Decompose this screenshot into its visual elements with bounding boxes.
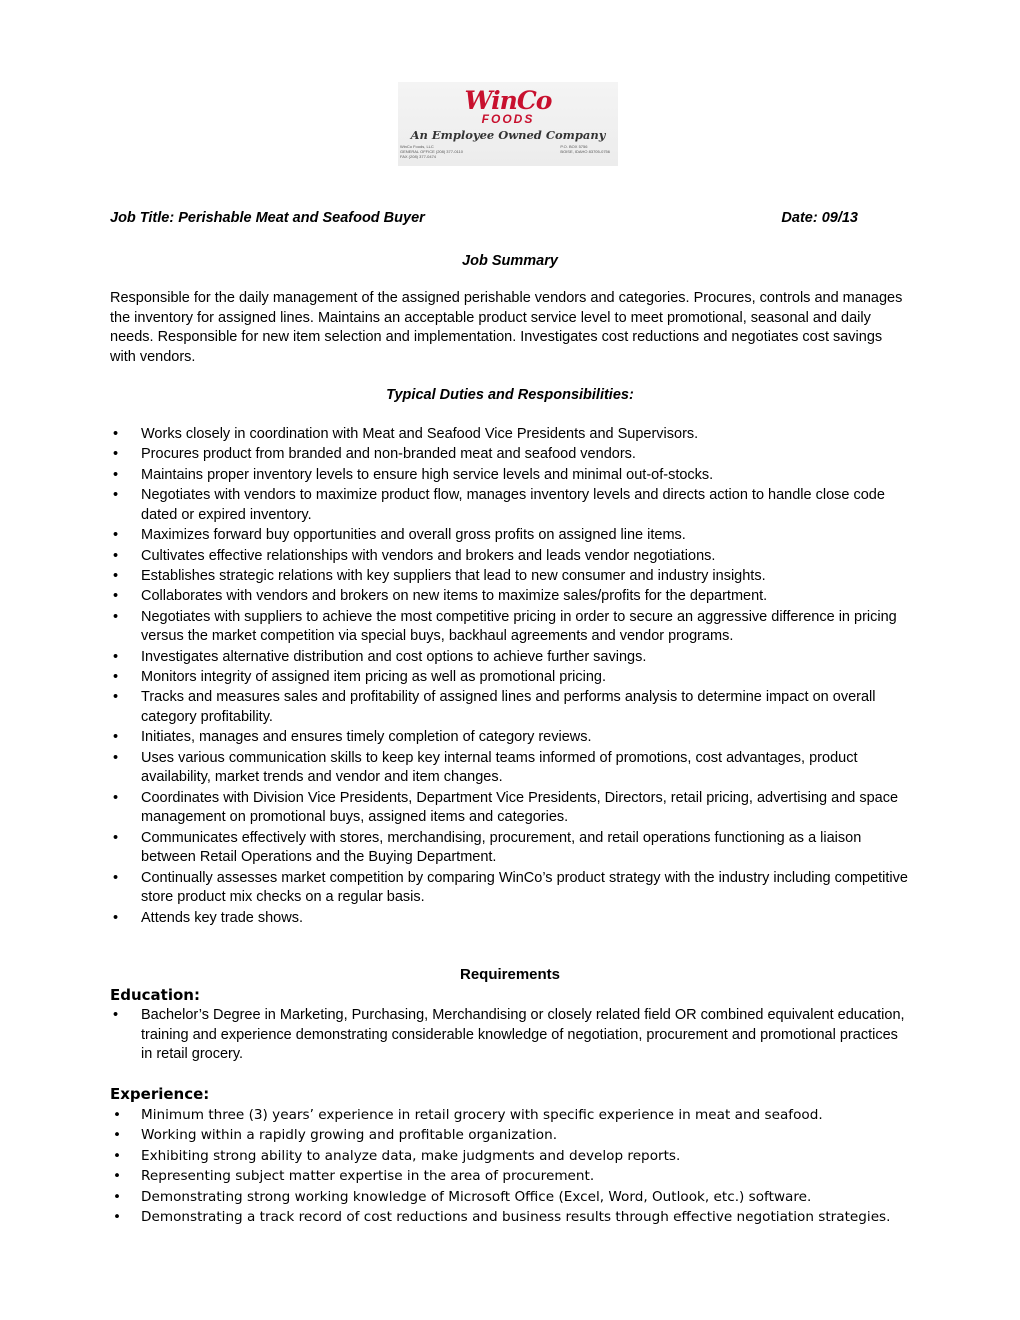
list-item: • Working within a rapidly growing and profitable organization. <box>110 1126 912 1146</box>
list-item: • Establishes strategic relations with key suppliers that lead to new consumer and industry insights. <box>110 567 912 587</box>
list-item: • Maximizes forward buy opportunities and overall gross profits on assigned line items. <box>110 526 912 546</box>
list-item: • Uses various communication skills to keep key internal teams informed of promotions, cost advantages, product availability, market trends and vendor and item changes. <box>110 749 912 788</box>
list-item: • Works closely in coordination with Meat and Seafood Vice Presidents and Supervisors. <box>110 425 912 445</box>
list-item: • Minimum three (3) years’ experience in retail grocery with specific experience in meat and seafood. <box>110 1106 912 1126</box>
job-title: Job Title: Perishable Meat and Seafood Buyer <box>110 210 425 226</box>
list-item: • Procures product from branded and non-branded meat and seafood vendors. <box>110 445 912 465</box>
list-item: • Maintains proper inventory levels to ensure high service levels and minimal out-of-stocks. <box>110 466 912 486</box>
list-item: • Demonstrating strong working knowledge of Microsoft Office (Excel, Word, Outlook, etc.) software. <box>110 1188 912 1208</box>
list-item: • Negotiates with suppliers to achieve the most competitive pricing in order to secure an aggressive difference in pricing versus the market competition via special buys, backhaul agreements and vendor programs. <box>110 608 912 647</box>
list-item: • Coordinates with Division Vice Presidents, Department Vice Presidents, Directors, retail pricing, advertising and space management on promotional buys, assigned items and categories. <box>110 789 912 828</box>
list-item: • Attends key trade shows. <box>110 909 912 929</box>
list-item: • Monitors integrity of assigned item pricing as well as promotional pricing. <box>110 668 912 688</box>
logo-address-right: P.O. BOX 5756 BOISE, IDAHO 83705-0756 <box>560 144 610 154</box>
list-item: • Tracks and measures sales and profitability of assigned lines and performs analysis to determine impact on overall category profitability. <box>110 688 912 727</box>
requirements-heading: Requirements <box>459 966 561 983</box>
job-title-row <box>110 210 860 226</box>
list-item: • Communicates effectively with stores, merchandising, procurement, and retail operations functioning as a liaison between Retail Operations and the Buying Department. <box>110 829 912 868</box>
list-item: • Initiates, manages and ensures timely completion of category reviews. <box>110 728 912 748</box>
summary-heading: Job Summary <box>462 253 558 269</box>
logo-address-left: WinCo Foods, LLC GENERAL OFFICE (208) 377-0110 FAX (208) 377-0474 <box>400 144 463 159</box>
logo-brand-name: WinCo <box>464 86 552 115</box>
education-heading: Education: <box>110 986 200 1004</box>
logo-tagline: An Employee Owned Company <box>410 128 606 142</box>
list-item: • Exhibiting strong ability to analyze data, make judgments and develop reports. <box>110 1147 912 1167</box>
list-item: • Investigates alternative distribution and cost options to achieve further savings. <box>110 648 912 668</box>
education-list <box>110 1006 912 1066</box>
duties-heading: Typical Duties and Responsibilities: <box>386 387 634 403</box>
list-item: • Representing subject matter expertise in the area of procurement. <box>110 1167 912 1187</box>
list-item: • Cultivates effective relationships with vendors and brokers and leads vendor negotiations. <box>110 547 912 567</box>
logo-brand-foods: FOODS <box>481 112 535 126</box>
duties-list <box>110 425 912 929</box>
list-item: • Demonstrating a track record of cost reductions and business results through effective negotiation strategies. <box>110 1208 912 1228</box>
list-item: • Continually assesses market competition by comparing WinCo’s product strategy with the industry including competitive store product mix checks on a regular basis. <box>110 869 912 908</box>
list-item: • Negotiates with vendors to maximize product flow, manages inventory levels and directs action to handle close code dated or expired inventory. <box>110 486 912 525</box>
job-date: Date: 09/13 <box>781 210 858 226</box>
summary-text: Responsible for the daily management of the assigned perishable vendors and categories. Procures, controls and manages the inventory for assigned lines. Maintains an acceptable product service level to meet promotional, seasonal and daily needs. Responsible for new item selection and implementation. Investigates cost reductions and negotiates cost savings with vendors. <box>110 290 903 365</box>
list-item: • Bachelor’s Degree in Marketing, Purchasing, Merchandising or closely related field OR combined equivalent education, training and experience demonstrating considerable knowledge of negotiation, procurement and promotional practices in retail grocery. <box>110 1006 912 1065</box>
company-logo <box>398 82 618 166</box>
experience-list <box>110 1106 912 1228</box>
experience-heading: Experience: <box>110 1085 210 1103</box>
list-item: • Collaborates with vendors and brokers on new items to maximize sales/profits for the department. <box>110 587 912 607</box>
